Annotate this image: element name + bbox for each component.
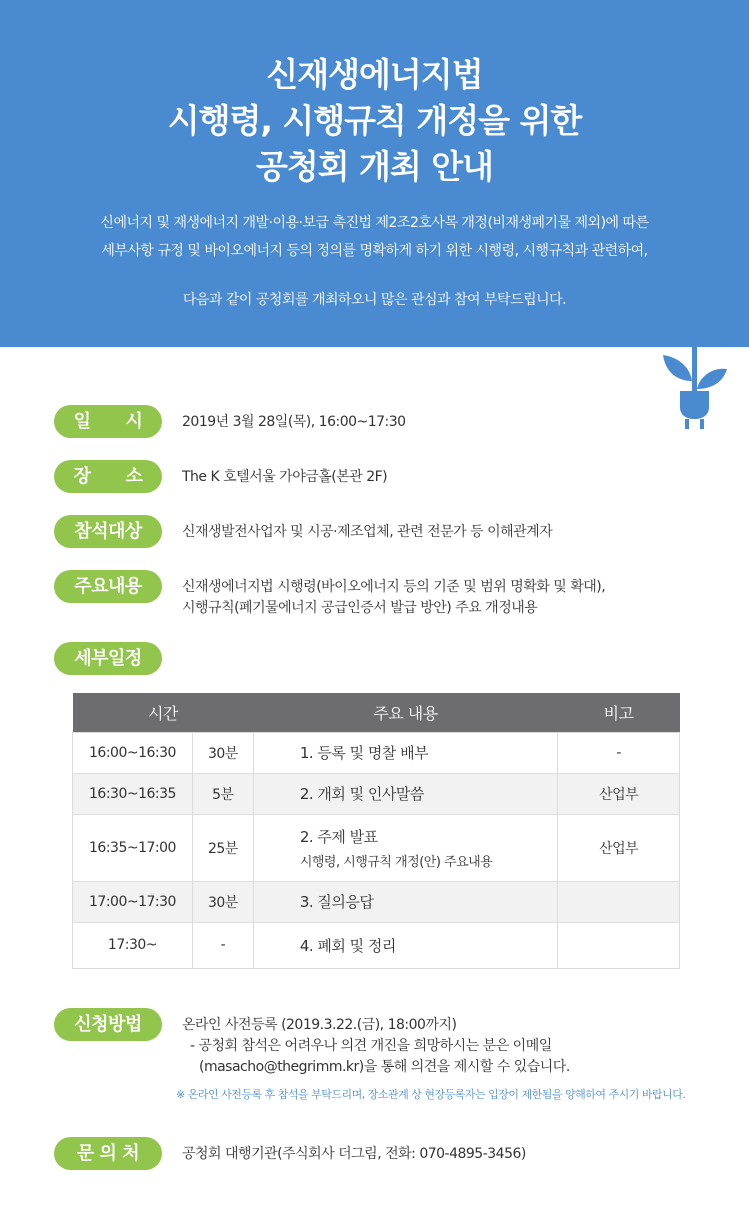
header-time: 시간 bbox=[73, 693, 254, 732]
row-time: 17:00~17:30 bbox=[73, 881, 193, 922]
title-line-3: 공청회 개최 안내 bbox=[255, 147, 494, 186]
date-value: 2019년 3월 28일(목), 16:00~17:30 bbox=[182, 414, 406, 430]
plug-icon bbox=[660, 343, 730, 433]
table-row bbox=[73, 814, 680, 881]
row-duration: 25분 bbox=[192, 814, 253, 881]
intro-line-2: 세부사항 규정 및 바이오에너지 등의 정의를 명확하게 하기 위한 시행령, 시행규칙과 관련하여, bbox=[101, 243, 648, 259]
row-duration: - bbox=[192, 922, 253, 968]
row-content: 1. 등록 및 명찰 배부 bbox=[253, 732, 557, 773]
apply-badge: 신청방법 bbox=[54, 1008, 162, 1041]
row-note bbox=[558, 881, 680, 922]
row-time: 17:30~ bbox=[73, 922, 193, 968]
table-row bbox=[73, 773, 680, 814]
schedule-table bbox=[72, 693, 680, 969]
place-badge: 장 소 bbox=[54, 460, 162, 493]
row-content: 3. 질의응답 bbox=[253, 881, 557, 922]
row-content: 4. 폐회 및 정리 bbox=[253, 922, 557, 968]
row-time: 16:30~16:35 bbox=[73, 773, 193, 814]
place-value: The K 호텔서울 가야금홀(본관 2F) bbox=[182, 469, 388, 485]
contact-badge: 문 의 처 bbox=[54, 1137, 162, 1170]
main-line-2: 시행규칙(폐기물에너지 공급인증서 발급 방안) 주요 개정내용 bbox=[182, 600, 538, 616]
apply-line-1: 온라인 사전등록 (2019.3.22.(금), 18:00까지) bbox=[182, 1017, 457, 1033]
row-content-title: 2. 주제 발표 bbox=[299, 827, 378, 846]
schedule-badge: 세부일정 bbox=[54, 642, 162, 675]
apply-line-2: - 공청회 참석은 어려우나 의견 개진을 희망하시는 분은 이메일 bbox=[190, 1038, 552, 1054]
row-note: - bbox=[558, 732, 680, 773]
apply-note: ※ 온라인 사전등록 후 참석을 부탁드리며, 장소관계 상 현장등록자는 입장이 제한됨을 양해하여 주시기 바랍니다. bbox=[176, 1088, 686, 1101]
title-line-2: 시행령, 시행규칙 개정을 위한 bbox=[167, 101, 582, 140]
intro-line-1: 신에너지 및 재생에너지 개발·이용·보급 촉진법 제2조2호사목 개정(비재생폐기물 제외)에 따른 bbox=[100, 215, 649, 231]
page-title bbox=[0, 52, 749, 190]
header-note: 비고 bbox=[558, 693, 680, 732]
apply-line-3: (masacho@thegrimm.kr)을 통해 의견을 제시할 수 있습니다. bbox=[199, 1059, 570, 1075]
row-content-sub: 시행령, 시행규칙 개정(안) 주요내용 bbox=[299, 854, 493, 870]
target-badge: 참석대상 bbox=[54, 515, 162, 548]
table-row bbox=[73, 922, 680, 968]
row-time: 16:35~17:00 bbox=[73, 814, 193, 881]
main-badge: 주요내용 bbox=[54, 570, 162, 603]
row-duration: 30분 bbox=[192, 732, 253, 773]
table-row bbox=[73, 881, 680, 922]
row-note: 산업부 bbox=[558, 814, 680, 881]
row-note: 산업부 bbox=[558, 773, 680, 814]
header-content: 주요 내용 bbox=[253, 693, 557, 732]
row-duration: 30분 bbox=[192, 881, 253, 922]
schedule-header-row bbox=[73, 693, 680, 732]
row-content bbox=[253, 814, 557, 881]
row-duration: 5분 bbox=[192, 773, 253, 814]
date-badge: 일 시 bbox=[54, 405, 162, 438]
main-line-1: 신재생에너지법 시행령(바이오에너지 등의 기준 및 범위 명확화 및 확대), bbox=[182, 579, 606, 595]
row-time: 16:00~16:30 bbox=[73, 732, 193, 773]
title-line-1: 신재생에너지법 bbox=[266, 55, 483, 94]
intro-line-3: 다음과 같이 공청회를 개최하오니 많은 관심과 참여 부탁드립니다. bbox=[182, 292, 567, 308]
contact-value: 공청회 대행기관(주식회사 더그림, 전화: 070-4895-3456) bbox=[182, 1146, 526, 1162]
row-note bbox=[558, 922, 680, 968]
header-banner bbox=[0, 0, 749, 347]
target-value: 신재생발전사업자 및 시공·제조업체, 관련 전문가 등 이해관계자 bbox=[182, 524, 553, 540]
row-content: 2. 개회 및 인사말씀 bbox=[253, 773, 557, 814]
table-row bbox=[73, 732, 680, 773]
